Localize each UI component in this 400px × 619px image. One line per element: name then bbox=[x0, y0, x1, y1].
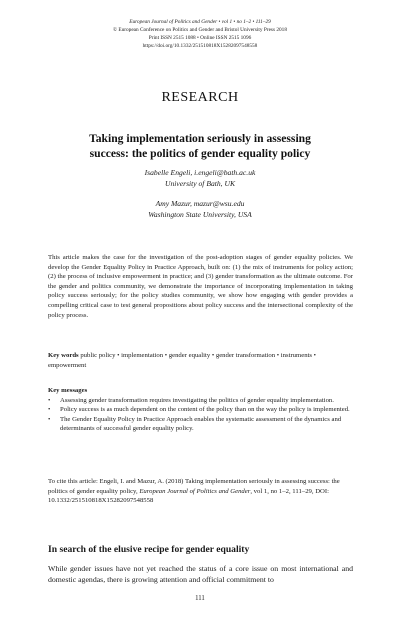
journal-meta-line: Print ISSN 2515 1088 • Online ISSN 2515 1096 bbox=[148, 35, 252, 41]
body-paragraph: While gender issues have not yet reached the status of a core issue on most international and domestic agendas, there is growing attention and official commitment to bbox=[48, 564, 353, 584]
keywords-label: Key words bbox=[48, 352, 79, 359]
authors bbox=[0, 168, 400, 230]
journal-meta bbox=[0, 18, 400, 50]
bullet: • bbox=[48, 415, 51, 423]
key-messages bbox=[48, 386, 353, 434]
abstract-text: This article makes the case for the investigation of the post-adoption stages of gender equality policies. We develop the Gender Equality Policy in Practice Approach, built on: (1) the mix of instruments for policy action; (2) the process of inclusive empowerment in practice; and (3) gender transformation as the ultimate outcome. For the gender and politics community, we demonstrate the importance of incorporating implementation in taking policy success seriously; for the policy studies community, we show how engaging with gender provides a compelling critical case to test general propositions about policy success and the intersectional complexity of the policy process. bbox=[48, 254, 353, 319]
key-message-item bbox=[48, 415, 353, 434]
section-heading: RESEARCH bbox=[161, 90, 239, 105]
author-block bbox=[0, 168, 400, 189]
key-message-text: Policy success is as much dependent on the content of the policy than on the way the policy is implemented. bbox=[60, 406, 350, 414]
page-number: 111 bbox=[195, 595, 205, 602]
bullet: • bbox=[48, 396, 51, 404]
key-message-text: The Gender Equality Policy in Practice Approach enables the systematic assessment of the dynamics and determinants of successful gender equality policy. bbox=[60, 415, 342, 433]
author-name: Amy Mazur, mazur@wsu.edu bbox=[155, 199, 245, 208]
key-message-item bbox=[48, 405, 353, 415]
journal-meta-line: European Journal of Politics and Gender • vol 1 • no 1–2 • 111–29 bbox=[129, 19, 271, 25]
bullet: • bbox=[48, 406, 51, 414]
abstract bbox=[48, 253, 353, 320]
key-messages-list bbox=[48, 396, 353, 434]
citation-prefix: To cite this article: Engeli, I. and Mazur, A. (2018) Taking implementation seriously in assessing success: the politics of gender equality policy, bbox=[48, 478, 340, 495]
journal-meta-line: © European Conference on Politics and Gender and Bristol University Press 2018 bbox=[113, 27, 287, 33]
author-name: Isabelle Engeli, i.engeli@bath.ac.uk bbox=[144, 168, 256, 177]
author-affiliation: University of Bath, UK bbox=[164, 178, 236, 188]
title-line: Taking implementation seriously in assessing bbox=[89, 132, 311, 145]
author-block bbox=[0, 199, 400, 220]
citation-suffix: , vol 1, no 1–2, 111–29, DOI: 10.1332/251510818X15282097548558 bbox=[48, 487, 329, 505]
citation bbox=[48, 477, 353, 506]
key-message-text: Assessing gender transformation requires investigating the politics of gender equality implementation. bbox=[60, 396, 334, 404]
article-title bbox=[40, 131, 360, 161]
keywords bbox=[48, 351, 353, 370]
title-line: success: the politics of gender equality policy bbox=[89, 147, 311, 160]
key-message-item bbox=[48, 396, 353, 406]
keywords-text: public policy • implementation • gender equality • gender transformation • instruments • empowerment bbox=[48, 352, 317, 369]
section-title: In search of the elusive recipe for gender equality bbox=[48, 544, 250, 555]
body-text bbox=[48, 563, 353, 585]
author-affiliation: Washington State University, USA bbox=[148, 209, 252, 219]
key-messages-heading: Key messages bbox=[48, 387, 88, 394]
citation-journal: European Journal of Politics and Gender bbox=[139, 487, 251, 495]
doi-link[interactable]: https://doi.org/10.1332/251510818X15282097548558 bbox=[142, 43, 258, 49]
